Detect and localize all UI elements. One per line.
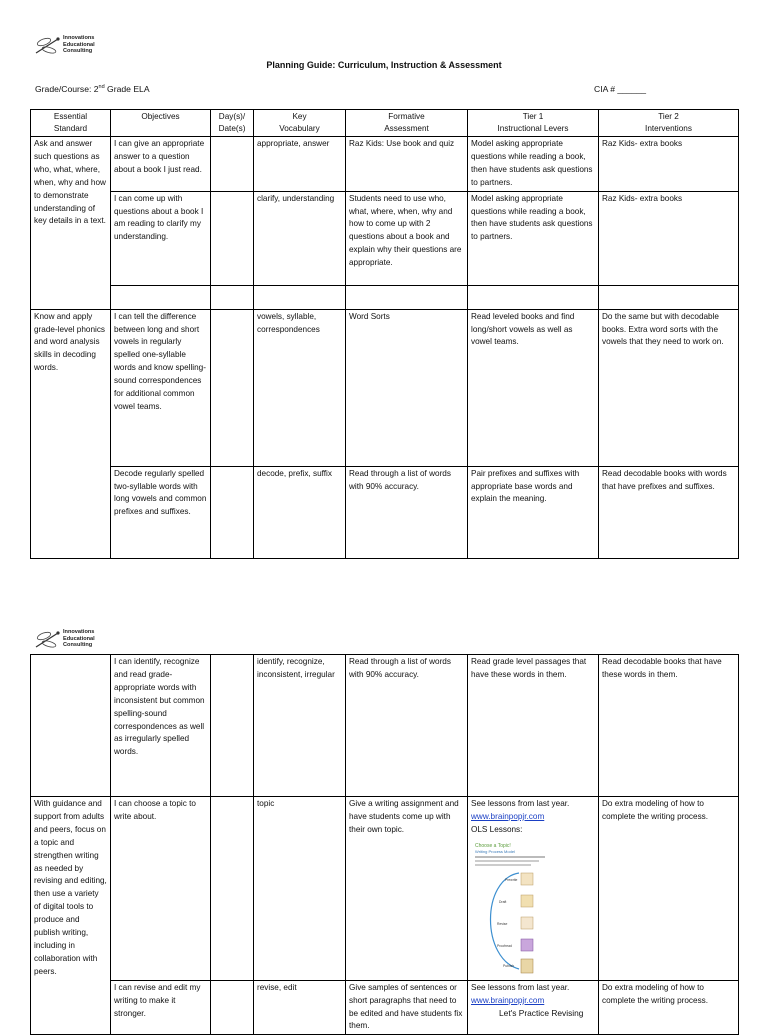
header-vocabulary: Key Vocabulary: [254, 110, 346, 137]
tier2-cell: Raz Kids- extra books: [599, 137, 739, 192]
table-row: [31, 655, 739, 797]
vocab-cell: identify, recognize, inconsistent, irregular: [254, 655, 346, 797]
tier2-cell: Read decodable books with words that have prefixes and suffixes.: [599, 466, 739, 558]
tier1-cell: [468, 285, 599, 309]
table-row: [31, 797, 739, 981]
header-objectives: Objectives: [111, 110, 211, 137]
days-cell: [211, 797, 254, 981]
tier2-cell: [599, 285, 739, 309]
writing-process-diagram: [471, 839, 559, 979]
days-cell: [211, 137, 254, 192]
logo-line-2: Educational: [63, 41, 95, 48]
draft-image: [521, 895, 533, 907]
vocab-cell: vowels, syllable, correspondences: [254, 309, 346, 466]
proofread-image: [521, 939, 533, 951]
standard-cell: Know and apply grade-level phonics and word analysis skills in decoding words.: [31, 309, 111, 558]
logo-line-2: Educational: [63, 635, 95, 642]
standard-cell: [31, 655, 111, 797]
writing-process-thumbnail[interactable]: [471, 839, 559, 979]
standard-cell: With guidance and support from adults and peers, focus on a topic and strengthen writing as needed by revising and editing, then use a variety of digital tools to produce and publish writing, including in collaboration with peers.: [31, 797, 111, 1035]
formative-cell: [346, 285, 468, 309]
tier2-cell: Read decodable books that have these words in them.: [599, 655, 739, 797]
objective-cell: I can choose a topic to write about.: [111, 797, 211, 981]
cia-number: CIA # ______: [594, 84, 647, 94]
table-row: [31, 980, 739, 1035]
formative-cell: Give a writing assignment and have students come up with their own topic.: [346, 797, 468, 981]
vocab-cell: clarify, understanding: [254, 191, 346, 285]
objective-cell: I can revise and edit my writing to make it stronger.: [111, 980, 211, 1035]
formative-cell: Give samples of sentences or short paragraphs that need to be edited and have students fix them.: [346, 980, 468, 1035]
revising-caption: Let's Practice Revising: [499, 1008, 584, 1018]
formative-cell: Read through a list of words with 90% accuracy.: [346, 466, 468, 558]
tier1-cell: Pair prefixes and suffixes with appropriate base words and explain the meaning.: [468, 466, 599, 558]
step-label: Revise: [497, 921, 508, 926]
objective-cell: I can give an appropriate answer to a question about a book I just read.: [111, 137, 211, 192]
header-standard: Essential Standard: [31, 110, 111, 137]
objective-cell: [111, 285, 211, 309]
formative-cell: Word Sorts: [346, 309, 468, 466]
thumb-subheading: Writing Process Model: [475, 848, 515, 854]
brainpop-link[interactable]: www.brainpopjr.com: [471, 995, 545, 1005]
tier1-cell: Model asking appropriate questions while reading a book, then have students ask questions to partners.: [468, 137, 599, 192]
step-label: Prewrite: [505, 877, 518, 882]
table-row: [31, 191, 739, 285]
days-cell: [211, 309, 254, 466]
formative-cell: Read through a list of words with 90% accuracy.: [346, 655, 468, 797]
grade-course: [35, 84, 150, 94]
tier1-cell: [468, 797, 599, 981]
company-logo: [34, 34, 95, 56]
tier2-cell: Do extra modeling of how to complete the writing process.: [599, 797, 739, 981]
planning-table-page-2: [30, 654, 739, 1035]
days-cell: [211, 191, 254, 285]
tier1-cell: Read grade level passages that have these words in them.: [468, 655, 599, 797]
days-cell: [211, 655, 254, 797]
logo-line-1: Innovations: [63, 35, 95, 42]
prewrite-image: [521, 873, 533, 885]
dragonfly-icon: [34, 628, 62, 650]
table-row: [31, 309, 739, 466]
vocab-cell: revise, edit: [254, 980, 346, 1035]
header-tier1: Tier 1 Instructional Levers: [468, 110, 599, 137]
logo-line-1: Innovations: [63, 629, 95, 636]
vocab-cell: [254, 285, 346, 309]
thumb-heading: Choose a Topic!: [475, 842, 511, 849]
tier2-cell: Do extra modeling of how to complete the writing process.: [599, 980, 739, 1035]
standard-cell: Ask and answer such questions as who, what, where, when, why and how to demonstrate understanding of key details in a text.: [31, 137, 111, 310]
days-cell: [211, 285, 254, 309]
table-header-row: [31, 110, 739, 137]
objective-cell: I can tell the difference between long and short vowels in regularly spelled one-syllable words and know spelling-sound correspondences for additional common vowel teams.: [111, 309, 211, 466]
tier1-text: See lessons from last year.: [471, 982, 570, 992]
publish-image: [521, 959, 533, 973]
dragonfly-icon: [34, 34, 62, 56]
logo-line-3: Consulting: [63, 642, 93, 649]
tier2-cell: Raz Kids- extra books: [599, 191, 739, 285]
ols-lessons-label: OLS Lessons:: [471, 824, 523, 834]
grade-suffix: nd: [98, 84, 105, 91]
objective-cell: I can identify, recognize and read grade-appropriate words with inconsistent but common spelling-sound correspondences as well as irregularly spelled words.: [111, 655, 211, 797]
header-formative: Formative Assessment: [346, 110, 468, 137]
grade-rest: Grade ELA: [104, 84, 150, 94]
page-title: Planning Guide: Curriculum, Instruction & Assessment: [266, 60, 502, 70]
objective-cell: Decode regularly spelled two-syllable words with long vowels and common prefixes and suffixes.: [111, 466, 211, 558]
step-label: Proofread: [497, 943, 512, 948]
formative-cell: Students need to use who, what, where, when, why and how to come up with 2 questions about a book and explain why their questions are appropriate.: [346, 191, 468, 285]
company-logo: [34, 628, 95, 650]
vocab-cell: decode, prefix, suffix: [254, 466, 346, 558]
header-tier2: Tier 2 Interventions: [599, 110, 739, 137]
step-label: Publish: [503, 963, 515, 968]
vocab-cell: topic: [254, 797, 346, 981]
vocab-cell: appropriate, answer: [254, 137, 346, 192]
brainpop-link[interactable]: www.brainpopjr.com: [471, 811, 545, 821]
days-cell: [211, 466, 254, 558]
tier2-cell: Do the same but with decodable books. Extra word sorts with the vowels that they need to work on.: [599, 309, 739, 466]
formative-cell: Raz Kids: Use book and quiz: [346, 137, 468, 192]
planning-table-page-1: [30, 109, 739, 559]
revise-image: [521, 917, 533, 929]
tier1-cell: Read leveled books and find long/short vowels as well as vowel teams.: [468, 309, 599, 466]
table-row: [31, 285, 739, 309]
days-cell: [211, 980, 254, 1035]
step-label: Draft: [499, 899, 507, 904]
logo-line-3: Consulting: [63, 48, 93, 55]
objective-cell: I can come up with questions about a book I am reading to clarify my understanding.: [111, 191, 211, 285]
grade-prefix: Grade/Course: 2: [35, 84, 99, 94]
table-row: [31, 466, 739, 558]
tier1-text: See lessons from last year.: [471, 799, 570, 808]
tier1-cell: Model asking appropriate questions while reading a book, then have students ask questions to partners.: [468, 191, 599, 285]
table-row: [31, 137, 739, 192]
header-days: Day(s)/ Date(s): [211, 110, 254, 137]
